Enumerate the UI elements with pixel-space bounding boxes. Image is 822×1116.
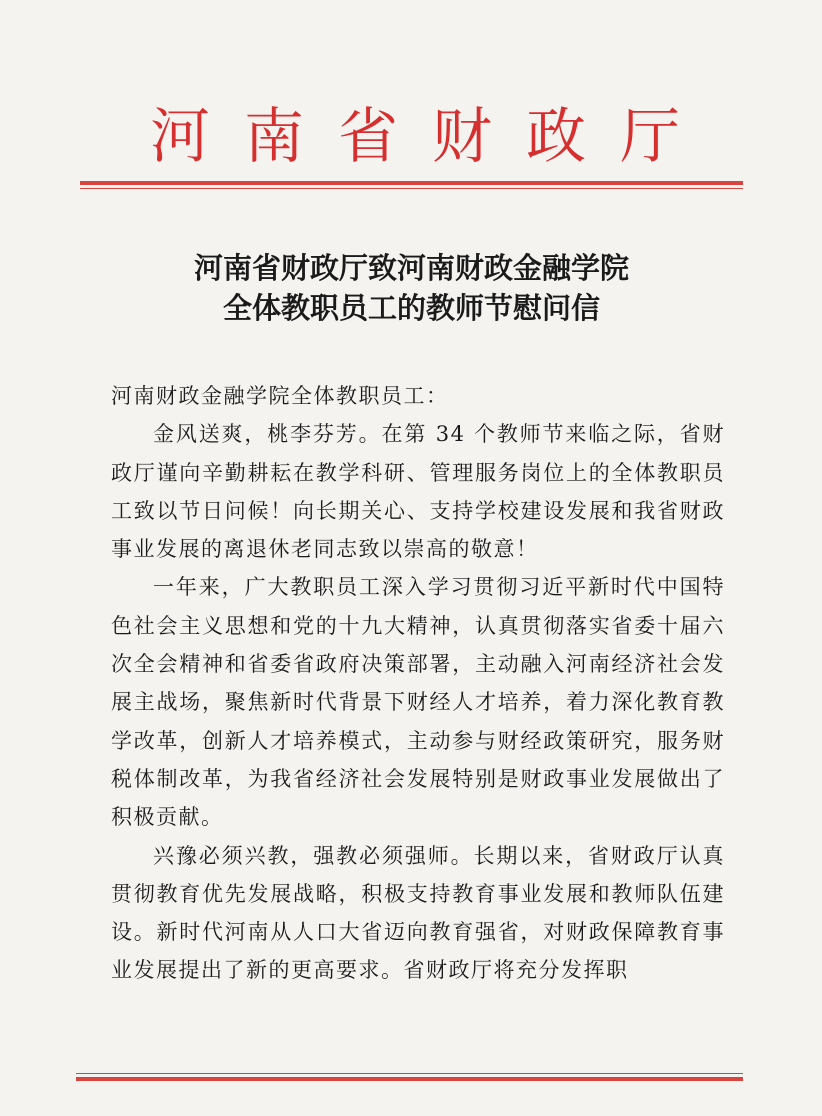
paragraph: 金风送爽，桃李芬芳。在第 34 个教师节来临之际，省财政厅谨向辛勤耕耘在教学科研、管理服务岗位上的全体教职员工致以节日问候！向长期关心、支持学校建设发展和我省财政事业发展的离退休老同志致以崇高的敬意！ — [111, 422, 725, 562]
letterhead-char: 省 — [338, 102, 398, 172]
paragraph: 一年来，广大教职员工深入学习贯彻习近平新时代中国特色社会主义思想和党的十九大精神，认真贯彻落实省委十届六次全会精神和省委省政府决策部署，主动融入河南经济社会发展主战场，聚焦新时代背景下财经人才培养，着力深化教育教学改革，创新人才培养模式，主动参与财经政策研究，服务财税体制改革，为我省经济社会发展特别是财政事业发展做出了积极贡献。 — [111, 575, 725, 830]
salutation: 河南财政金融学院全体教职员工： — [111, 384, 449, 408]
letterhead-char: 河 — [150, 102, 210, 172]
letterhead-char: 厅 — [620, 102, 680, 172]
letterhead-char: 南 — [244, 102, 304, 172]
paragraph: 兴豫必须兴教，强教必须强师。长期以来，省财政厅认真贯彻教育优先发展战略，积极支持教育事业发展和教师队伍建设。新时代河南从人口大省迈向教育强省，对财政保障教育事业发展提出了新的更高要求。省财政厅将充分发挥职 — [111, 843, 725, 983]
document-title-line-2: 全体教职员工的教师节慰问信 — [222, 291, 600, 325]
footer-rule-thin — [76, 1073, 743, 1074]
footer-rule-thick — [76, 1077, 743, 1081]
document-title-line-1: 河南省财政厅致河南财政金融学院 — [193, 251, 629, 285]
letterhead-title — [150, 102, 680, 172]
letterhead-char: 财 — [432, 102, 492, 172]
letterhead-char: 政 — [526, 102, 586, 172]
letterhead-rule-thin — [80, 188, 743, 189]
letterhead-rule-thick — [80, 181, 743, 185]
letter-body — [111, 377, 725, 990]
